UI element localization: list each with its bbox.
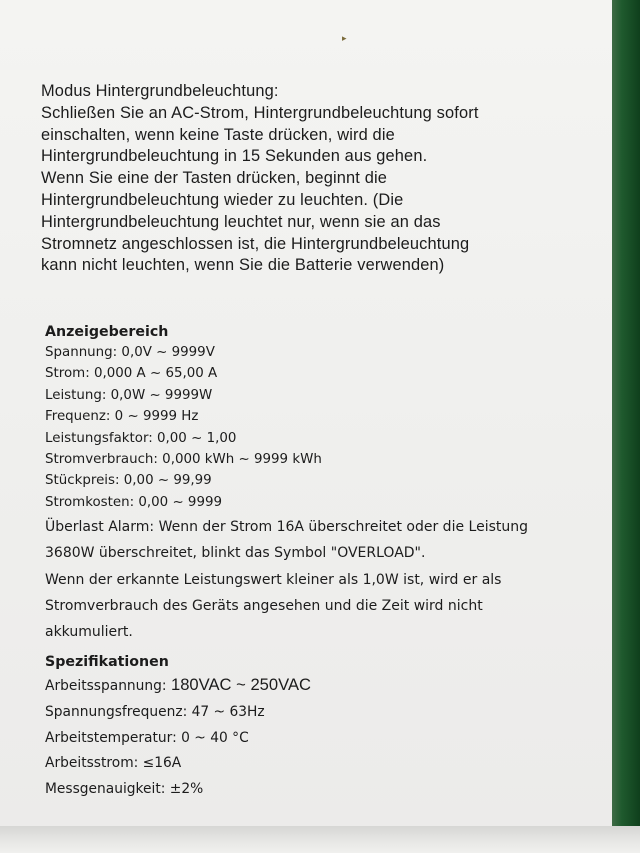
green-page-edge xyxy=(612,0,640,853)
display-range-section xyxy=(45,322,610,645)
print-mark: ▸ xyxy=(342,33,347,43)
spec-row-frequency: Spannungsfrequenz: 47 ~ 63Hz xyxy=(45,703,265,720)
backlight-text-line: Hintergrundbeleuchtung wieder zu leuchten. (Die xyxy=(41,190,404,209)
backlight-text-line: Hintergrundbeleuchtung in 15 Sekunden aus gehen. xyxy=(41,147,428,166)
note-line: Wenn der erkannte Leistungswert kleiner als 1,0W ist, wird er als xyxy=(45,571,502,588)
range-row-unit-price: Stückpreis: 0,00 ~ 99,99 xyxy=(45,473,212,489)
overload-notes xyxy=(45,514,610,645)
spec-row-current: Arbeitsstrom: ≤16A xyxy=(45,755,182,772)
range-row-cost: Stromkosten: 0,00 ~ 9999 xyxy=(45,494,223,510)
spec-row-working-voltage xyxy=(45,672,610,700)
spec-row-temperature: Arbeitstemperatur: 0 ~ 40 °C xyxy=(45,729,249,746)
backlight-text-line: kann nicht leuchten, wenn Sie die Batterie verwenden) xyxy=(41,256,445,275)
backlight-text-line: Wenn Sie eine der Tasten drücken, beginnt die xyxy=(41,169,388,188)
specifications-list xyxy=(45,672,610,803)
backlight-text-line: einschalten, wenn keine Taste drücken, wird die xyxy=(41,125,395,144)
spec-voltage-label: Arbeitsspannung: xyxy=(45,678,171,694)
display-range-list xyxy=(45,342,610,513)
range-row-power: Leistung: 0,0W ~ 9999W xyxy=(45,387,213,403)
note-line: Stromverbrauch des Geräts angesehen und die Zeit wird nicht xyxy=(45,597,483,614)
spec-voltage-value: 180VAC ~ 250VAC xyxy=(170,675,312,694)
range-row-power-factor: Leistungsfaktor: 0,00 ~ 1,00 xyxy=(45,430,237,446)
backlight-text-line: Schließen Sie an AC-Strom, Hintergrundbeleuchtung sofort xyxy=(41,103,479,122)
range-row-energy: Stromverbrauch: 0,000 kWh ~ 9999 kWh xyxy=(45,452,322,468)
page-bottom-shadow xyxy=(0,826,640,853)
specifications-title: Spezifikationen xyxy=(45,654,169,670)
backlight-heading: Modus Hintergrundbeleuchtung: xyxy=(41,82,279,100)
range-row-frequency: Frequenz: 0 ~ 9999 Hz xyxy=(45,409,199,425)
note-line: 3680W überschreitet, blinkt das Symbol "OVERLOAD". xyxy=(45,545,426,562)
backlight-text-line: Stromnetz angeschlossen ist, die Hintergrundbeleuchtung xyxy=(41,234,470,253)
display-range-title: Anzeigebereich xyxy=(45,324,169,340)
specifications-section xyxy=(45,652,610,803)
range-row-current: Strom: 0,000 A ~ 65,00 A xyxy=(45,366,218,382)
note-line: Überlast Alarm: Wenn der Strom 16A überschreitet oder die Leistung xyxy=(45,519,528,536)
backlight-mode-section xyxy=(41,81,601,277)
spec-row-accuracy: Messgenauigkeit: ±2% xyxy=(45,781,204,798)
range-row-voltage: Spannung: 0,0V ~ 9999V xyxy=(45,345,215,360)
note-line: akkumuliert. xyxy=(45,624,133,641)
backlight-text-line: Hintergrundbeleuchtung leuchtet nur, wenn sie an das xyxy=(41,212,441,231)
